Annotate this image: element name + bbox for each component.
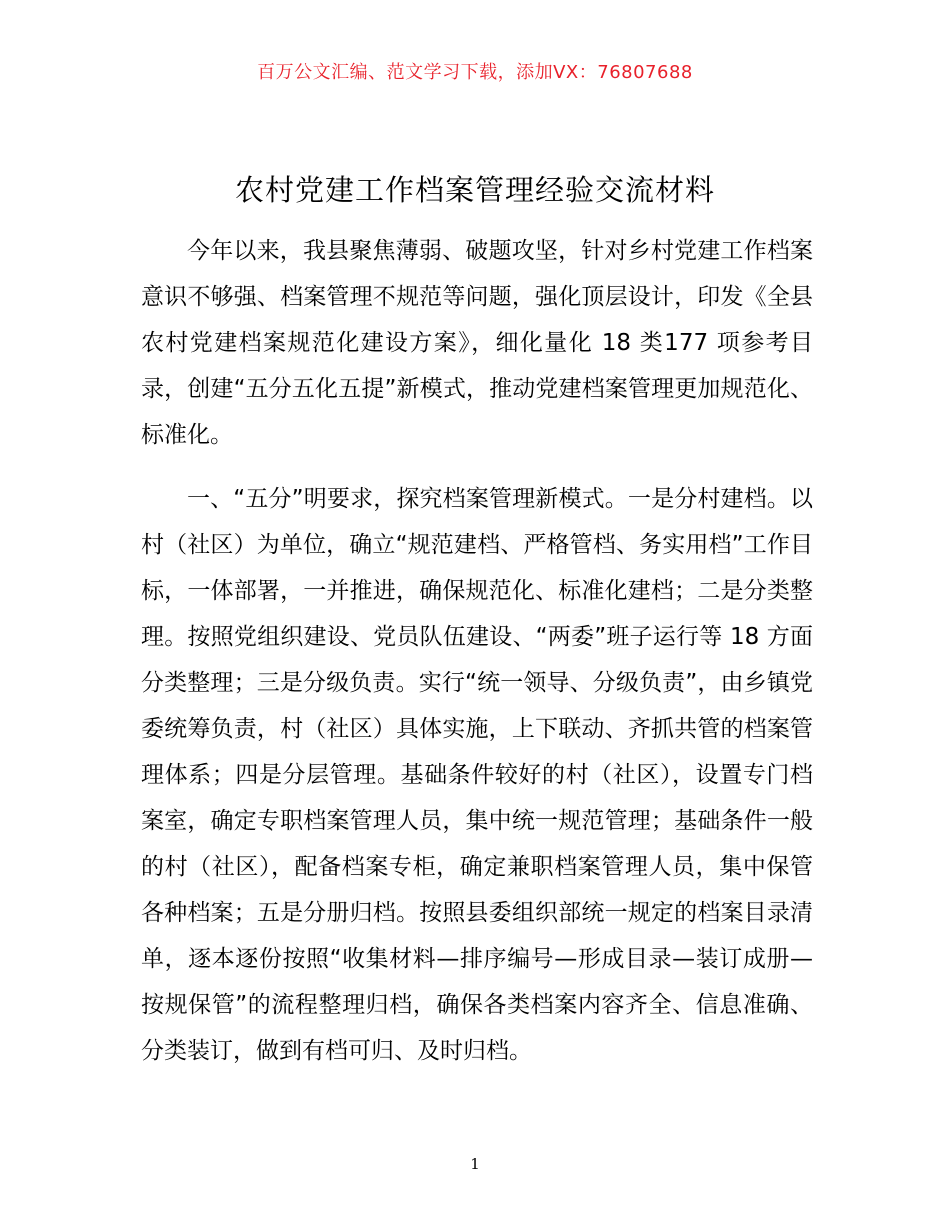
document-title: 农村党建工作档案管理经验交流材料 — [234, 173, 715, 207]
paragraph-section-one: 一、“五分”明要求，探究档案管理新模式。一是分村建档。以村（社区）为单位，确立“规范建档、严格管档、务实用档”工作目标，一体部署，一并推进，确保规范化、标准化建档；二是分类整理。按照党组织建设、党员队伍建设、“两委”班子运行等 18 方面分类整理；三是分级负责。实行“统一领导、分级负责”，由乡镇党委统筹负责，村（社区）具体实施，上下联动、齐抓共管的档案管理体系；四是分层管理。基础条件较好的村（社区），设置专门档案室，确定专职档案管理人员，集中统一规范管理；基础条件一般的村（社区），配备档案专柜，确定兼职档案管理人员，集中保管各种档案；五是分册归档。按照县委组织部统一规定的档案目录清单，逐本逐份按照“收集材料—排序编号—形成目录—装订成册—按规保管”的流程整理归档，确保各类档案内容齐全、信息准确、分类装订，做到有档可归、及时归档。 — [141, 486, 813, 1064]
page-number: 1 — [470, 1155, 480, 1173]
paragraph-intro: 今年以来，我县聚焦薄弱、破题攻坚，针对乡村党建工作档案意识不够强、档案管理不规范等问题，强化顶层设计，印发《全县农村党建档案规范化建设方案》，细化量化 18 类177 项参考目录，创建“五分五化五提”新模式，推动党建档案管理更加规范化、标准化。 — [141, 238, 813, 448]
document-body — [141, 228, 813, 1074]
header-watermark-note: 百万公文汇编、范文学习下载，添加VX：76807688 — [257, 62, 693, 83]
